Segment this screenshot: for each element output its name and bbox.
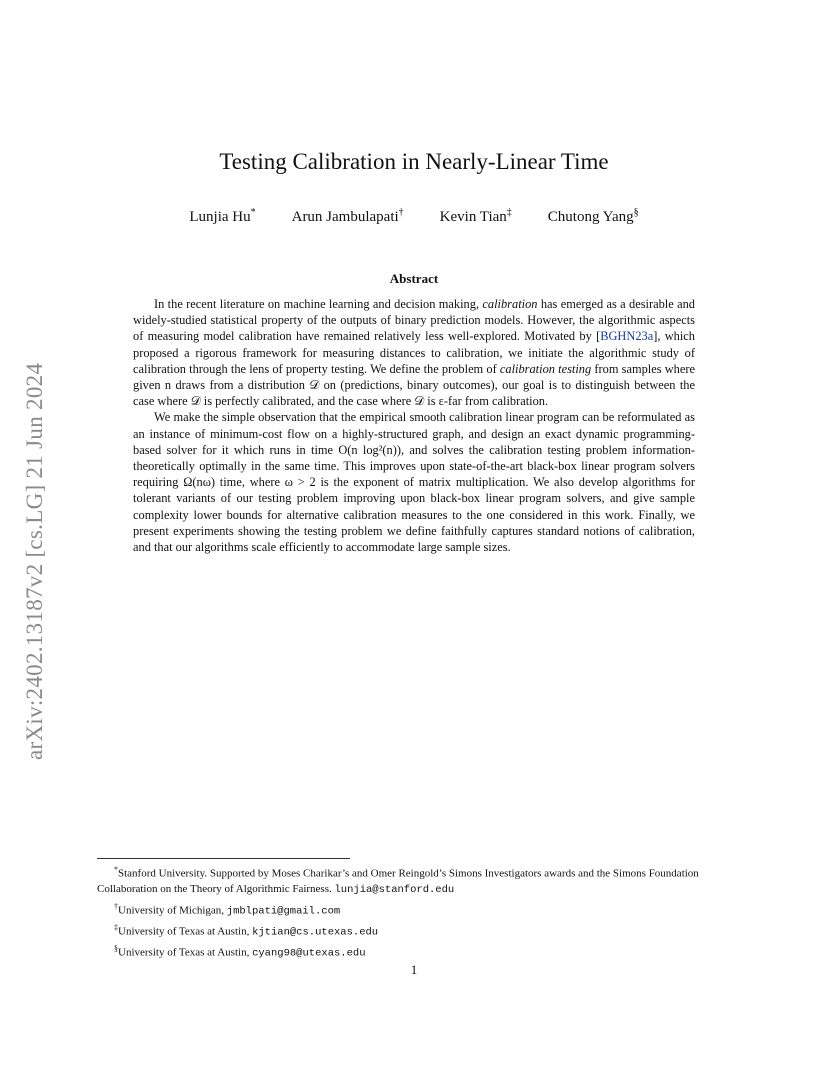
abstract-paragraph-2: We make the simple observation that the empirical smooth calibration linear program can be reformulated as an instance of minimum-cost flow on a highly-structured graph, and design an exact dynamic programming-based solver for it which runs in time O(n log²(n)), and solves the calibration testing problem information-theoretically optimally in the same time. This improves upon state-of-the-art black-box linear program solvers requiring Ω(nω) time, where ω > 2 is the exponent of matrix multiplication. We also develop algorithms for tolerant variants of our testing problem improving upon black-box linear program solvers, and give sample complexity lower bounds for alternative calibration measures to the one considered in this work. Finally, we present experiments showing the testing problem we define faithfully captures standard notions of calibration, and that our algorithms scale efficiently to accommodate large sample sizes. <box>133 410 695 555</box>
footnote-3: ‡University of Texas at Austin, kjtian@cs.utexas.edu <box>114 922 379 939</box>
footnote-1: *Stanford University. Supported by Moses Charikar’s and Omer Reingold’s Simons Investigators awards and the Simons Foundation Collaboration on the Theory of Algorithmic Fairness. lunjia@stanford.edu <box>97 865 699 897</box>
arxiv-identifier-stamp: arXiv:2402.13187v2 [cs.LG] 21 Jun 2024 <box>22 362 47 760</box>
email-address: kjtian@cs.utexas.edu <box>252 926 379 939</box>
author: Arun Jambulapati† <box>291 207 404 225</box>
math-runtime: O(n log²(n)) <box>338 442 401 457</box>
footnote-2: †University of Michigan, jmblpati@gmail.com <box>114 901 341 918</box>
math-lp-runtime: Ω(nω) <box>183 475 216 490</box>
abstract-body <box>133 296 695 555</box>
paper-title: Testing Calibration in Nearly-Linear Time <box>219 149 609 174</box>
abstract-paragraph-1: In the recent literature on machine learning and decision making, calibration has emerged as a desirable and widely-studied statistical property of the outputs of binary prediction models. However, the algorithmic aspects of measuring model calibration have remained relatively less well-explored. Motivated by [BGHN23a], which proposed a rigorous framework for measuring distances to calibration, we initiate the algorithmic study of calibration through the lens of property testing. We define the problem of calibration testing from samples where given n draws from a distribution 𝒟 on (predictions, binary outcomes), our goal is to distinguish between the case where 𝒟 is perfectly calibrated, and the case where 𝒟 is ε-far from calibration. <box>133 297 696 409</box>
page-number: 1 <box>410 962 418 977</box>
author: Kevin Tian‡ <box>439 207 512 225</box>
email-address: lunjia@stanford.edu <box>334 884 455 897</box>
email-address: cyang98@utexas.edu <box>252 947 366 960</box>
footnote-divider <box>97 858 350 859</box>
author: Chutong Yang§ <box>547 207 639 225</box>
footnote-4: §University of Texas at Austin, cyang98@utexas.edu <box>114 943 366 960</box>
author-list <box>0 207 828 226</box>
email-address: jmblpati@gmail.com <box>226 905 341 918</box>
abstract-heading: Abstract <box>389 271 439 286</box>
author: Lunjia Hu* <box>189 207 256 225</box>
citation-link[interactable]: BGHN23a <box>600 329 654 344</box>
footnotes <box>97 862 737 962</box>
